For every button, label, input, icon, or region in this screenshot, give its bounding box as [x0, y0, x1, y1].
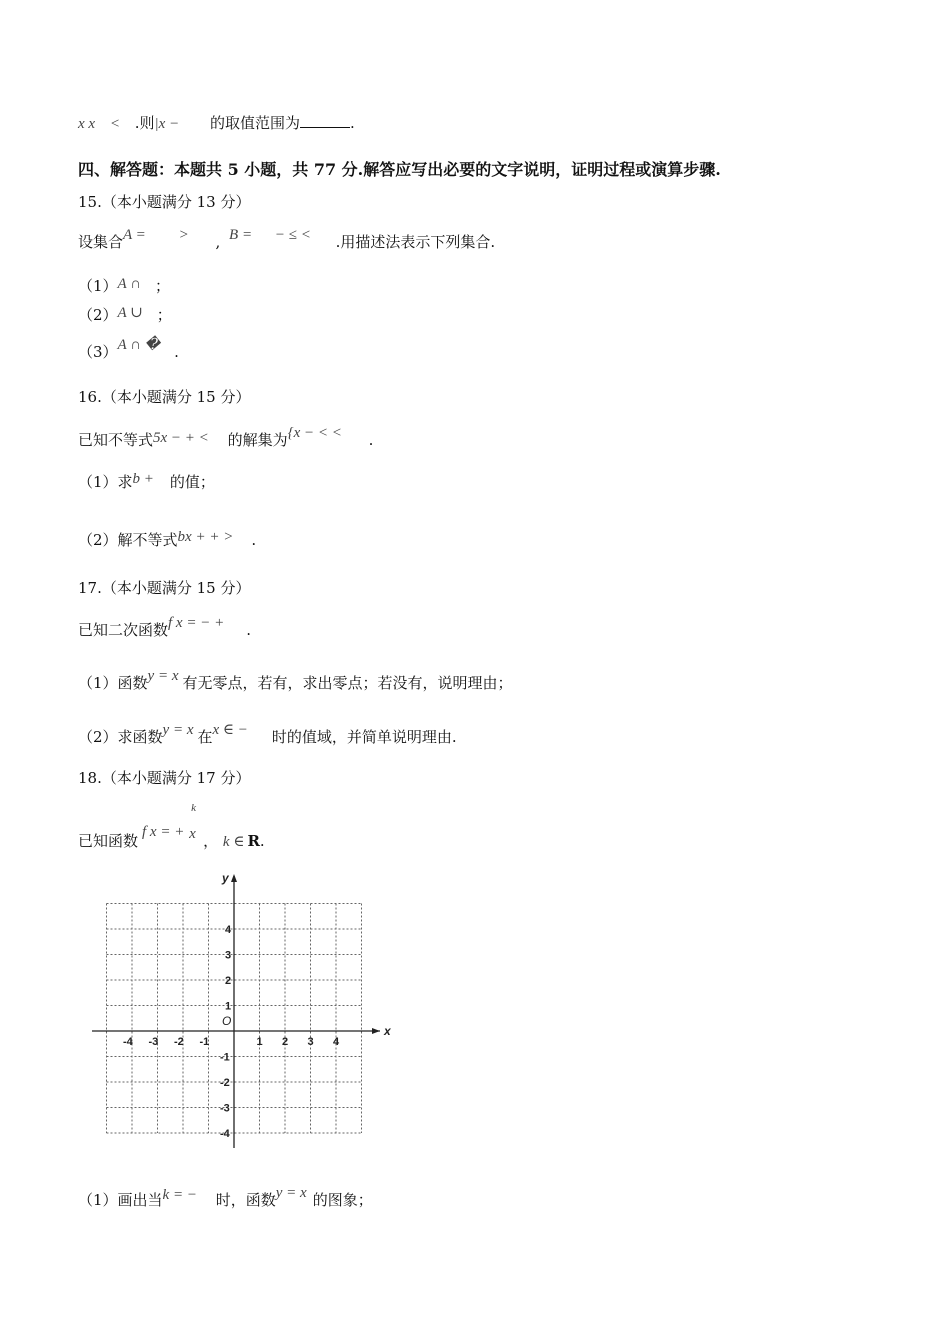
q15-part2: [78, 305, 172, 326]
prev-question-tail: [78, 113, 355, 134]
text: .用描述法表示下列集合.: [335, 233, 496, 251]
text: 有无零点，若有，求出零点；若没有，说明理由；: [182, 674, 513, 692]
x-tick-label: 3: [307, 1036, 314, 1048]
frac-num: k: [191, 802, 197, 814]
math-expr: y = x: [275, 1185, 307, 1201]
math-expr: x ∈ −: [212, 722, 248, 738]
math-expr: B =: [229, 227, 253, 243]
q17-header: 17.（本小题满分 15 分）: [78, 579, 251, 597]
text: 时的值域，并简单说明理由.: [271, 728, 457, 746]
label: （3）: [78, 343, 118, 361]
math-expr: 5x − + <: [153, 430, 209, 446]
math-expr: − ≤ <: [274, 227, 311, 243]
q16-header: 16.（本小题满分 15 分）: [78, 388, 251, 406]
q15-part1: [78, 276, 170, 297]
text: .: [251, 531, 257, 549]
q18-part1: [78, 1185, 373, 1211]
text: .: [246, 621, 251, 639]
text: ,: [215, 233, 221, 251]
x-axis-arrow: [372, 1028, 380, 1034]
math-expr: k = −: [162, 1187, 197, 1203]
math-expr: {x − < <: [287, 425, 342, 441]
math-expr: A ∪: [117, 305, 143, 321]
q17-part1: [78, 668, 513, 694]
x-tick-label: -1: [199, 1036, 210, 1048]
math-expr: x x: [78, 116, 96, 132]
y-tick-label: -4: [220, 1128, 230, 1140]
text: 在: [197, 728, 213, 746]
text: 的图象；: [312, 1191, 373, 1209]
x-tick-label: -4: [123, 1036, 133, 1048]
x-tick-label: 4: [333, 1036, 340, 1048]
label: （2）解不等式: [78, 531, 178, 549]
math-expr: k ∈: [222, 834, 245, 850]
y-tick-label: 1: [225, 1000, 232, 1013]
q16-part1: [78, 472, 215, 493]
y-tick-label: -3: [220, 1102, 230, 1115]
text: ；: [155, 277, 171, 295]
math-expr: A ∩: [117, 276, 142, 292]
q15-header: 15.（本小题满分 13 分）: [78, 193, 251, 211]
label: （2）求函数: [78, 728, 163, 746]
text: 已知函数: [78, 832, 139, 850]
x-tick-label: -2: [174, 1036, 184, 1048]
label: （1）画出当: [78, 1191, 163, 1209]
math-expr: f x = +: [142, 824, 185, 840]
text: 的值；: [169, 473, 215, 491]
math-expr: f x = − +: [168, 615, 225, 631]
label: （1）: [78, 277, 118, 295]
section-title: 四、解答题：本题共 5 小题，共 77 分.解答应写出必要的文字说明，证明过程或演算步骤.: [78, 160, 721, 179]
text: .: [259, 832, 265, 850]
label: （1）求: [78, 473, 133, 491]
q16-stem: [78, 425, 374, 451]
text: 已知二次函数: [78, 621, 169, 639]
text: .: [368, 431, 374, 449]
y-axis-arrow: [231, 874, 237, 882]
x-tick-label: 1: [256, 1036, 263, 1048]
frac-den: x: [189, 826, 196, 842]
y-tick-label: 2: [225, 975, 232, 987]
q17-part2: [78, 722, 457, 748]
y-tick-label: 3: [225, 949, 232, 962]
x-tick-label: 2: [282, 1036, 289, 1048]
math-expr: y = x: [162, 722, 194, 738]
text: ；: [156, 306, 172, 324]
coordinate-grid: [88, 868, 398, 1156]
text: 设集合: [78, 233, 124, 251]
math-expr: A =: [123, 227, 146, 243]
math-expr: <: [109, 116, 120, 132]
math-expr: b +: [132, 471, 154, 487]
q15-stem: [78, 227, 496, 253]
text: 的取值范围为: [209, 114, 300, 132]
math-expr: A ∩ �: [117, 337, 161, 353]
q17-stem: [78, 615, 251, 641]
text: ，: [203, 832, 219, 850]
text: .: [350, 114, 355, 132]
math-expr: |x −: [154, 116, 180, 132]
q15-part3: [78, 337, 179, 363]
text: 时，函数: [215, 1191, 276, 1209]
origin-label: O: [222, 1014, 232, 1028]
text: 已知不等式: [78, 431, 154, 449]
y-axis-label: y: [222, 871, 229, 885]
q16-part2: [78, 530, 256, 551]
answer-blank[interactable]: [300, 113, 350, 128]
q18-stem: [78, 802, 265, 852]
real-set-symbol: R: [247, 832, 260, 850]
text: .则: [134, 114, 155, 132]
label: （1）函数: [78, 674, 148, 692]
text: .: [174, 343, 179, 361]
math-expr: >: [178, 227, 189, 243]
x-axis-label: x: [384, 1024, 391, 1038]
y-tick-label: -1: [220, 1051, 230, 1064]
text: 的解集为: [227, 431, 288, 449]
y-tick-label: 4: [225, 924, 232, 936]
q18-header: 18.（本小题满分 17 分）: [78, 769, 251, 787]
label: （2）: [78, 306, 118, 324]
y-tick-label: -2: [220, 1077, 230, 1089]
math-expr: y = x: [147, 668, 179, 684]
fraction: [189, 802, 203, 846]
x-tick-label: -3: [148, 1036, 159, 1048]
math-expr: bx + + >: [177, 529, 234, 545]
